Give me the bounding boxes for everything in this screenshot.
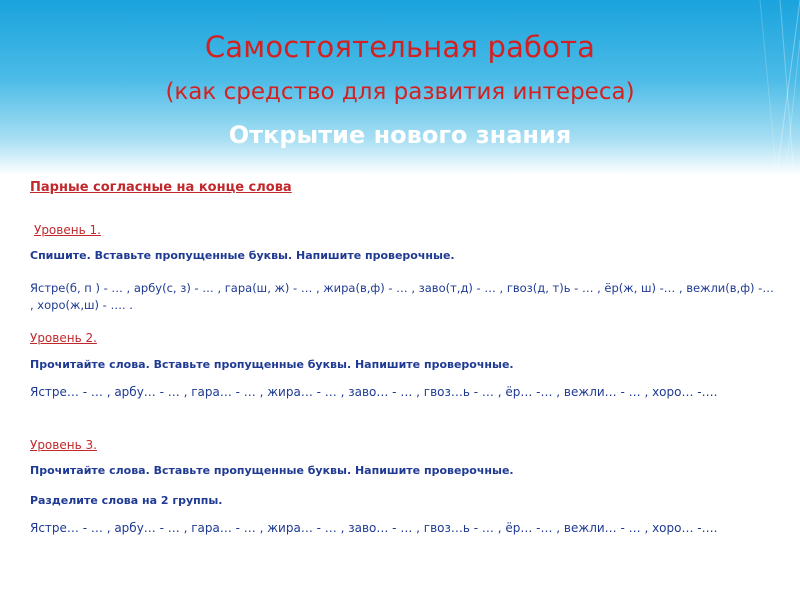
topic-heading: Парные согласные на конце слова xyxy=(30,180,292,195)
level-3-instruction-group: Разделите слова на 2 группы. xyxy=(30,494,223,507)
level-3-label: Уровень 3. xyxy=(30,438,97,452)
level-1-label: Уровень 1. xyxy=(34,223,101,237)
level-1-instruction: Спишите. Вставьте пропущенные буквы. Напишите проверочные. xyxy=(30,249,455,262)
level-2-label: Уровень 2. xyxy=(30,331,97,345)
slide-subtitle: (как средство для развития интереса) xyxy=(165,79,635,105)
level-3-instruction: Прочитайте слова. Вставьте пропущенные буквы. Напишите проверочные. xyxy=(30,464,514,477)
slide-section-title: Открытие нового знания xyxy=(228,121,572,149)
level-2-instruction: Прочитайте слова. Вставьте пропущенные буквы. Напишите проверочные. xyxy=(30,358,514,371)
slide-title: Самостоятельная работа xyxy=(204,30,596,64)
level-3-exercise: Ястре… - … , арбу… - … , гара… - … , жира… - … , заво… - … , гвоз…ь - … , ёр… -… , вежли… - … , хоро… -…. xyxy=(30,521,718,535)
level-2-exercise: Ястре… - … , арбу… - … , гара… - … , жира… - … , заво… - … , гвоз…ь - … , ёр… -… , вежли… - … , хоро… -…. xyxy=(30,385,718,399)
level-1-exercise: Ястре(б, п ) - … , арбу(с, з) - … , гара(ш, ж) - … , жира(в,ф) - … , заво(т,д) - … , гвоз(д, т)ь - … , ёр(ж, ш) -… , вежли(в,ф) -… , хоро(ж,ш) - …. . xyxy=(30,281,774,312)
